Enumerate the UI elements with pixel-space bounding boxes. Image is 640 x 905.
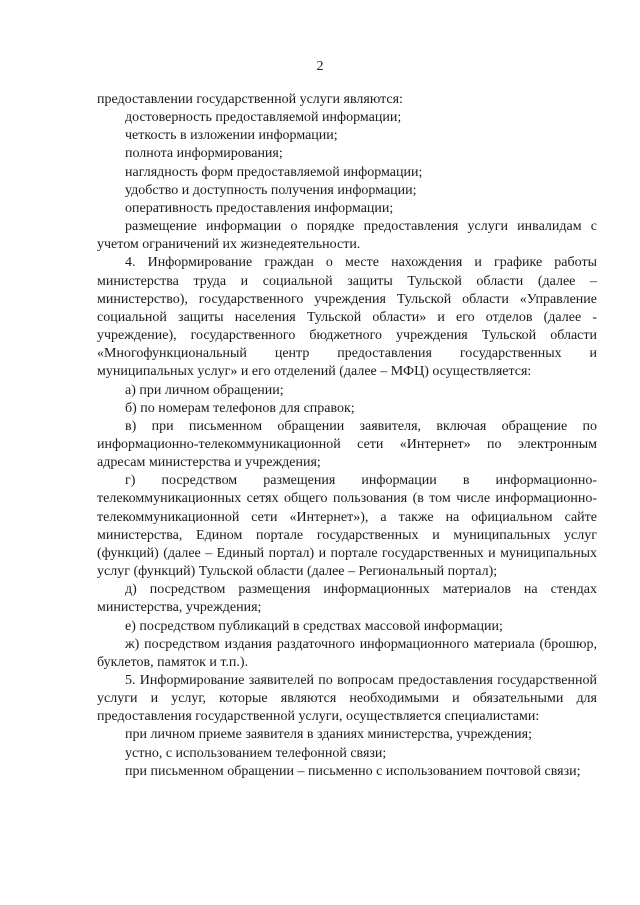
paragraph: е) посредством публикаций в средствах массовой информации;: [125, 618, 503, 634]
paragraph: 4. Информирование граждан о месте нахождения и графике работы министерства труда и социальной защиты Тульской области (далее – министерство), государственного учреждения Тульской области «Управление социальной защиты населения Тульской области» и его отделов (далее - учреждение), государственного бюджетного учреждения Тульской области «Многофункциональный центр предоставления государственных и муниципальных услуг» и его отделений (далее – МФЦ) осуществляется:: [97, 255, 597, 380]
paragraph: полнота информирования;: [125, 146, 283, 162]
paragraph: предоставлении государственной услуги являются:: [97, 92, 403, 107]
paragraph: при письменном обращении – письменно с использованием почтовой связи;: [125, 763, 581, 779]
paragraph: оперативность предоставления информации;: [125, 200, 394, 216]
paragraph: наглядность форм предоставляемой информации;: [125, 164, 423, 180]
paragraph: д) посредством размещения информационных материалов на стендах министерства, учреждения;: [97, 582, 597, 616]
paragraph: достоверность предоставляемой информации;: [125, 110, 402, 126]
paragraph: удобство и доступность получения информации;: [125, 182, 417, 198]
paragraph: устно, с использованием телефонной связи;: [125, 745, 387, 761]
document-body: [97, 91, 597, 781]
paragraph: г) посредством размещения информации в информационно-телекоммуникационных сетях общего пользования (в том числе информационно-телекоммуникационной сети «Интернет»), а также на официальном сайте министерства, Едином портале государственных и муниципальных услуг (функций) (далее – Единый портал) и портале государственных и муниципальных услуг (функций) Тульской области (далее – Региональный портал);: [97, 473, 597, 580]
paragraph: при личном приеме заявителя в зданиях министерства, учреждения;: [125, 727, 532, 743]
paragraph: размещение информации о порядке предоставления услуги инвалидам с учетом ограничений их жизнедеятельности.: [97, 219, 597, 253]
paragraph: в) при письменном обращении заявителя, включая обращение по информационно-телекоммуникационной сети «Интернет» по электронным адресам министерства и учреждения;: [97, 418, 597, 471]
paragraph: четкость в изложении информации;: [125, 128, 338, 144]
paragraph: а) при личном обращении;: [125, 382, 284, 398]
paragraph: б) по номерам телефонов для справок;: [125, 400, 355, 416]
paragraph: 5. Информирование заявителей по вопросам предоставления государственной услуги и услуг, которые являются необходимыми и обязательными для предоставления государственной услуги, осуществляется специалистами:: [97, 673, 597, 725]
paragraph: ж) посредством издания раздаточного информационного материала (брошюр, буклетов, памяток и т.п.).: [97, 636, 597, 670]
page-number: 2: [316, 59, 324, 74]
